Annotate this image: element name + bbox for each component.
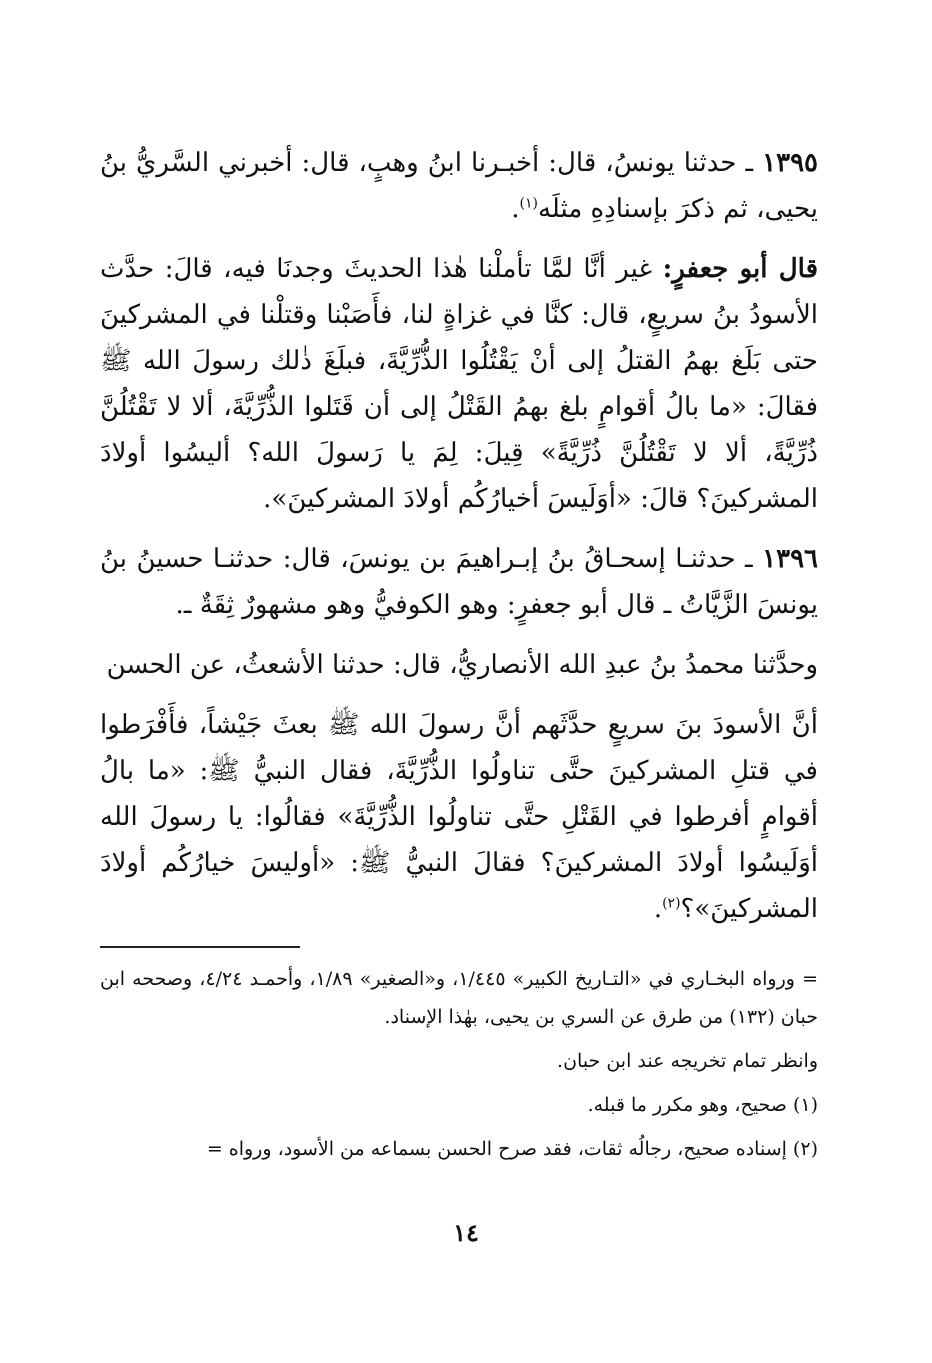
sentence-end: . bbox=[511, 194, 520, 224]
page-body bbox=[100, 140, 818, 1174]
hadith-number: ١٣٩٥ bbox=[762, 148, 818, 178]
chain-of-narration bbox=[100, 642, 818, 688]
chain-text: وحدَّثنا محمدُ بنُ عبدِ الله الأنصاريُّ، قال: حدثنا الأشعثُ، عن الحسن bbox=[106, 650, 818, 680]
footnote-separator-wrap bbox=[100, 946, 818, 948]
hadith-number: ١٣٩٦ bbox=[762, 544, 818, 574]
hadith-1396 bbox=[100, 536, 818, 628]
footnote-ref-2: (٢) bbox=[662, 895, 681, 912]
footnote-ref-1: (١) bbox=[519, 195, 538, 212]
commentary-lead: قال أبو جعفرٍ: bbox=[662, 254, 818, 284]
page-number: ١٤ bbox=[453, 1218, 479, 1247]
footnote-continued-see-also: وانظر تمام تخريجه عند ابن حبان. bbox=[557, 1050, 818, 1072]
hadith-matn bbox=[100, 702, 818, 932]
sentence-end: . bbox=[653, 894, 663, 924]
footnote-1: (١) صحيح، وهو مكرر ما قبله. bbox=[587, 1094, 818, 1116]
matn-text: أنَّ الأسودَ بنَ سريعٍ حدَّثَهم أنَّ رسولَ الله ﷺ بعثَ جَيْشاً، فأَفْرَطوا في قتلِ المشركينَ حتَّى تناولُوا الذُّرِّيَّةَ، فقال النبيُّ ﷺ: «ما بالُ أقوامٍ أفرطوا في القَتْلِ حتَّى تناولُوا الذُّرِّيَّةَ» فقالُوا: يا رسولَ الله أوَلَيسُوا أولادَ المشركينَ؟ فقالَ النبيُّ ﷺ: «أوليسَ خيارُكُم أولادَ المشركينَ»؟ bbox=[100, 710, 818, 924]
hadith-text: ـ حدثنا يونسُ، قال: أخبـرنا ابنُ وهبٍ، قال: أخبرني السَّريُّ بنُ يحيى، ثم ذكرَ بإسنادِهِ مثلَه bbox=[100, 148, 818, 224]
footnote-separator bbox=[100, 946, 300, 948]
hadith-1395 bbox=[100, 140, 818, 232]
main-text bbox=[100, 140, 818, 932]
commentary-text: غير أنَّا لمَّا تأملْنا هٰذا الحديثَ وجدنَا فيه، قالَ: حدَّث الأسودُ بنُ سريعٍ، قال: كنَّا في غزاةٍ لنا، فأَصَبْنا وقتلْنا في المشركينَ حتى بَلَغ بهمُ القتلُ إلى أنْ يَقْتُلُوا الذُّرِّيَّةَ، فبلَغَ ذٰلك رسولَ الله ﷺ فقالَ: «ما بالُ أقوامٍ بلغ بهمُ القَتْلُ إلى أن قَتَلوا الذُّرِّيَّةَ، ألا لا تَقْتُلُنَّ ذُرِّيَّةً، ألا لا تَقْتُلُنَّ ذُرِّيَّةً» قِيلَ: لِمَ يا رَسولَ الله؟ أليسُوا أولادَ المشركينَ؟ قالَ: «أوَلَيسَ أخيارُكُم أولادَ المشركينَ». bbox=[100, 254, 818, 514]
footnote-continued: = ورواه البخـاري في «التـاريخ الكبير» ١/٤٤٥، و«الصغير» ١/٨٩، وأحمـد ٤/٢٤، وصححه ابن حبان (١٣٢) من طرق عن السري بن يحيى، بهٰذا الإسناد. bbox=[100, 968, 818, 1028]
footnotes bbox=[100, 960, 818, 1168]
footnote-2: (٢) إسناده صحيح، رجالُه ثقات، فقد صرح الحسن بسماعه من الأسود، ورواه = bbox=[206, 1138, 818, 1160]
hadith-text: ـ حدثنـا إسحـاقُ بنُ إبـراهيمَ بن يونسَ، قال: حدثنـا حسينُ بنُ يونسَ الزَّيَّاتُ ـ قال أبو جعفرٍ: وهو الكوفيُّ وهو مشهورٌ ثِقَةٌ ـ. bbox=[100, 544, 818, 620]
commentary-abu-jafar bbox=[100, 246, 818, 522]
